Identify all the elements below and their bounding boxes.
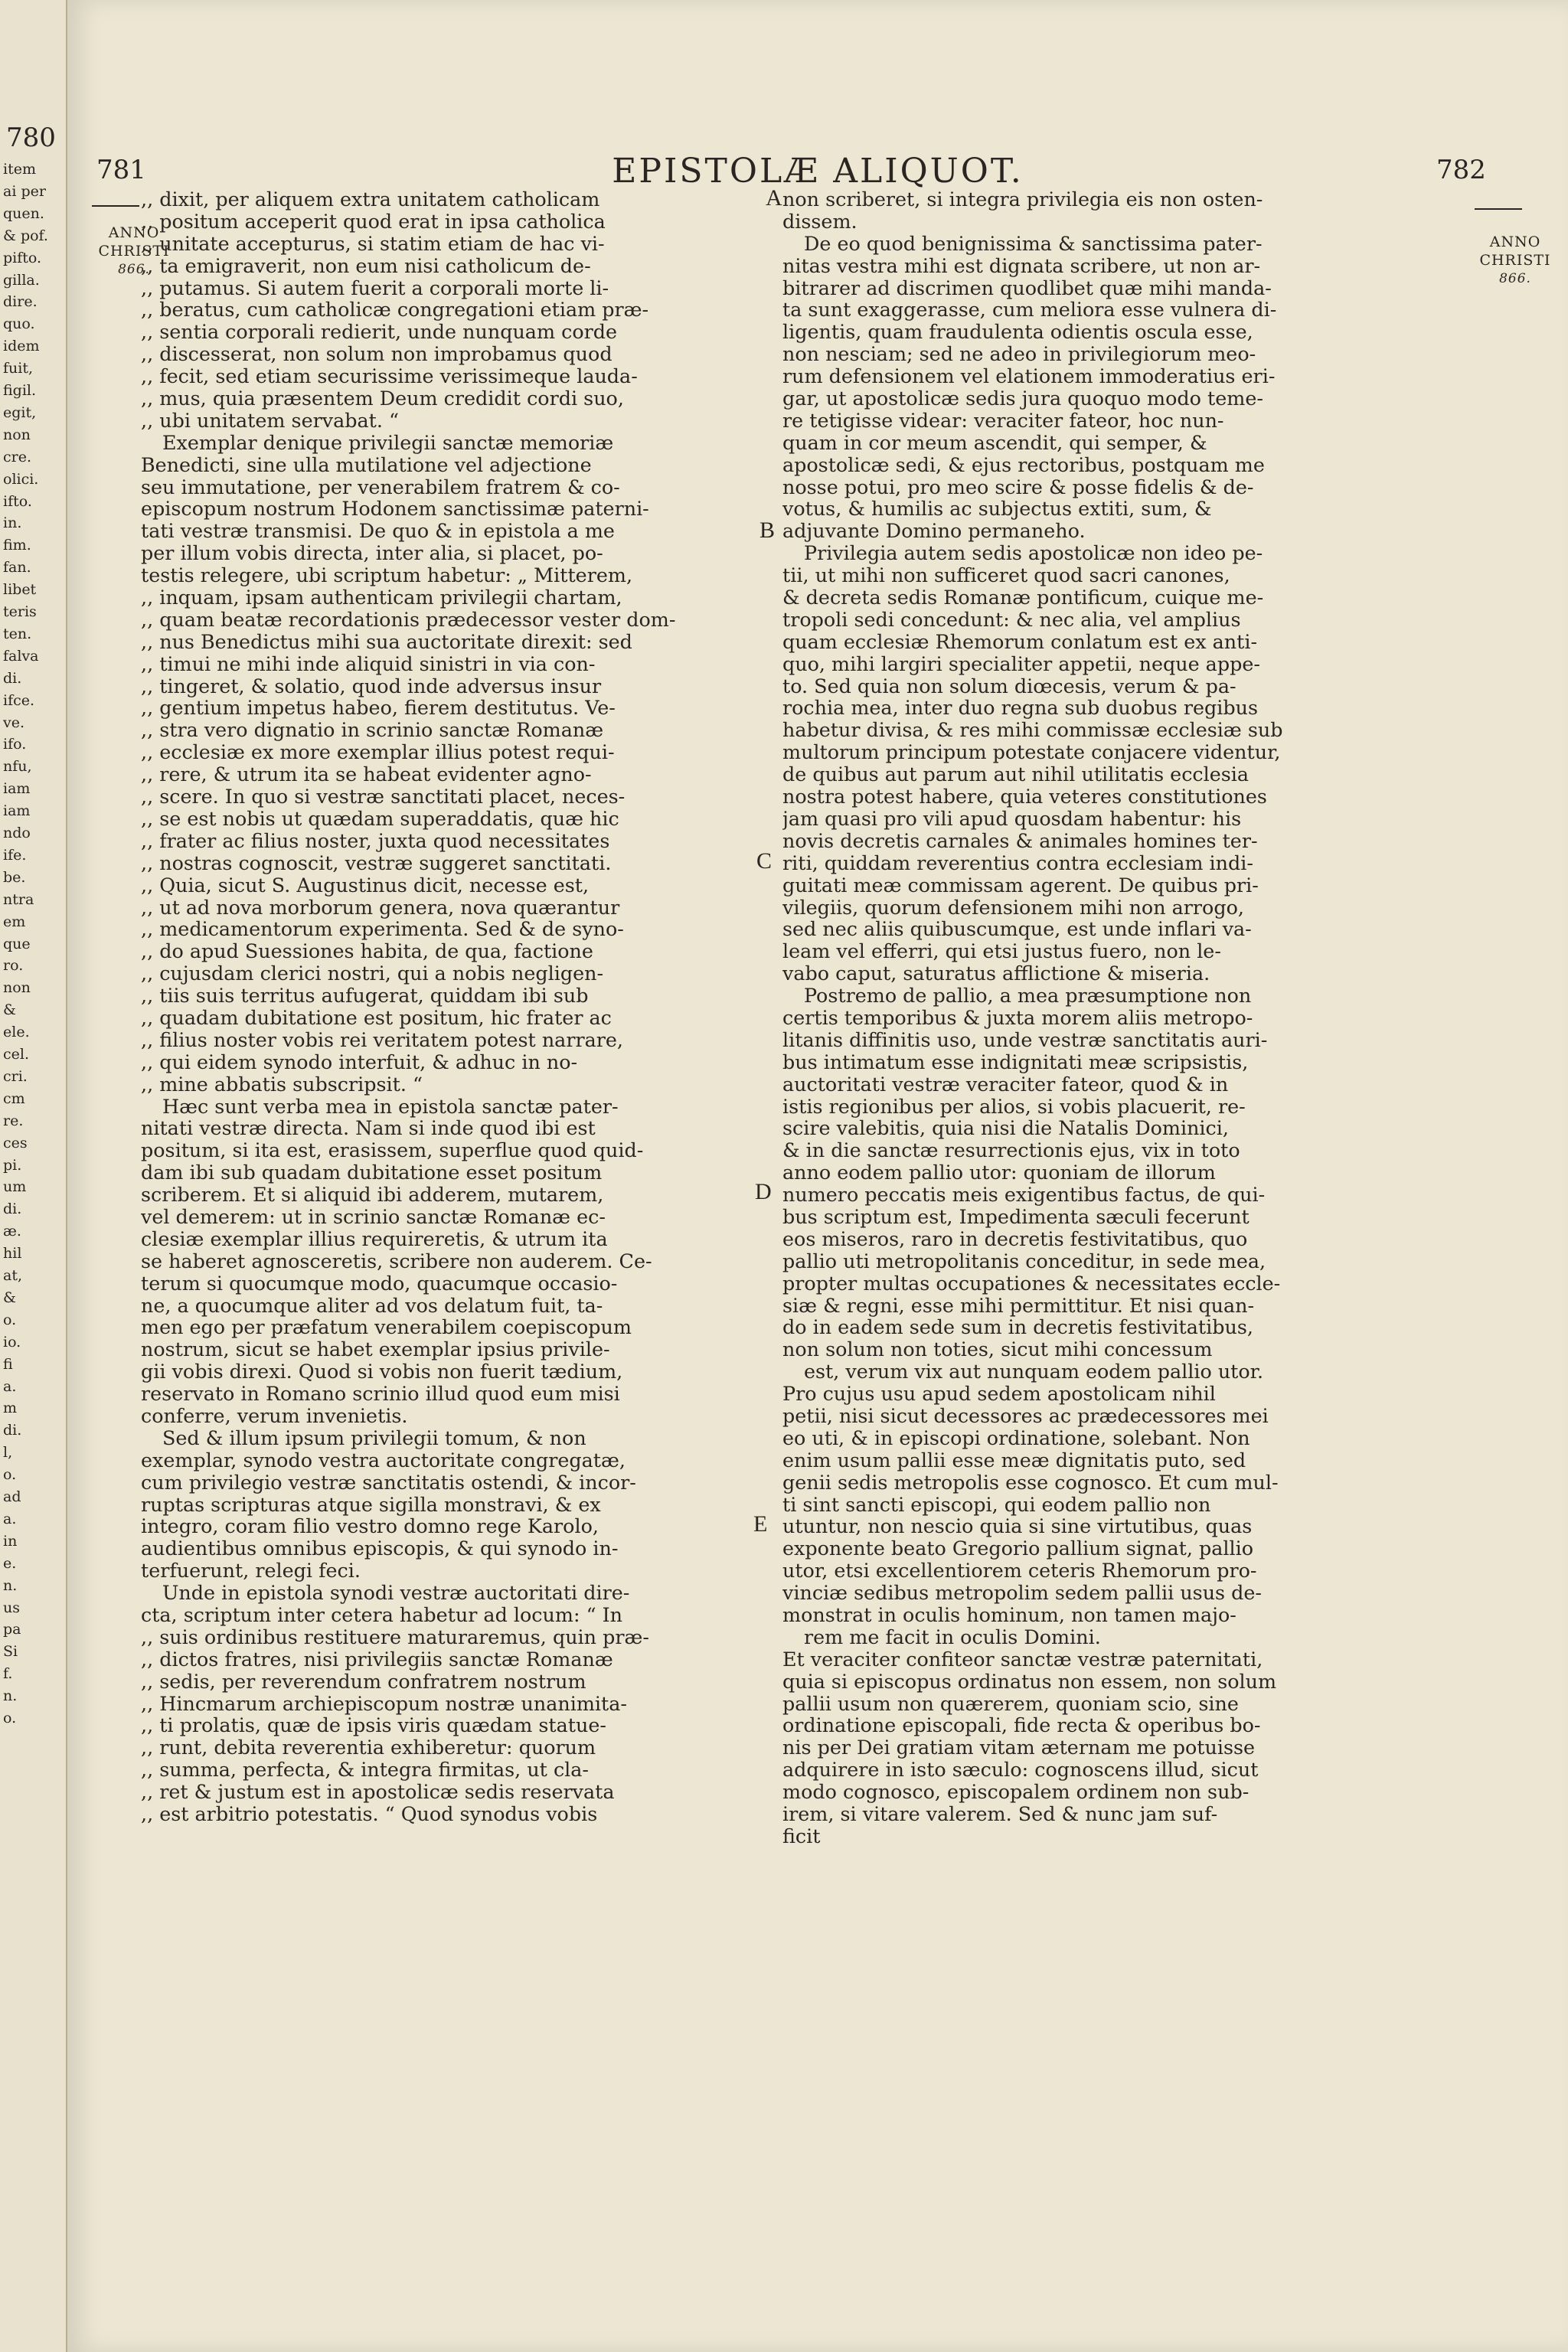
facing-page-fragment: Si — [3, 1643, 18, 1661]
facing-page-fragment: ces — [3, 1134, 28, 1152]
text-line: cum privilegio vestræ sanctitatis ostendi, & incor- — [141, 1470, 636, 1494]
text-line: utuntur, non nescio quia si sine virtutibus, quas — [782, 1514, 1253, 1538]
text-line: utor, etsi excellentiorem ceteris Rhemorum pro- — [782, 1559, 1257, 1583]
text-line: gar, ut apostolicæ sedis jura quoquo modo teme- — [782, 387, 1263, 410]
text-line: ,, cujusdam clerici nostri, qui a nobis negligen- — [141, 962, 604, 985]
facing-page-fragment: cri. — [3, 1067, 28, 1085]
text-line: rem me facit in oculis Domini. — [804, 1625, 1101, 1648]
text-line: integro, coram filio vestro domno rege Karolo, — [141, 1514, 599, 1538]
facing-page-fragment: fim. — [3, 537, 31, 554]
text-line: riti, quiddam reverentius contra ecclesiam indi- — [782, 851, 1253, 874]
text-line: vilegiis, quorum defensionem mihi non arrogo, — [782, 895, 1244, 919]
text-line: vel demerem: ut in scrinio sanctæ Romanæ ec- — [141, 1204, 606, 1228]
text-line: multorum principum potestate conjacere videntur, — [782, 740, 1281, 764]
text-line: ti sint sancti episcopi, qui eodem pallio non — [782, 1492, 1211, 1516]
text-line: ,, nus Benedictus mihi sua auctoritate direxit: sed — [141, 629, 632, 653]
text-line: reservato in Romano scrinio illud quod eum misi — [141, 1382, 620, 1406]
text-line: ,, putamus. Si autem fuerit a corporali morte li- — [141, 276, 609, 299]
facing-page-fragment: e. — [3, 1554, 17, 1572]
right-margin-note: ANNO CHRISTI 866. — [1479, 234, 1551, 286]
facing-page-fragment: um — [3, 1178, 27, 1196]
text-line: litanis diffinitis uso, unde vestræ sanctitatis auri- — [782, 1027, 1268, 1051]
text-line: ,, fecit, sed etiam securissime verissimeque lauda- — [141, 364, 638, 388]
text-line: to. Sed quia non solum diœcesis, verum & pa- — [782, 674, 1236, 697]
facing-page-fragment: in — [3, 1532, 18, 1550]
text-line: ,, gentium impetus habeo, fierem destitutus. Ve- — [141, 696, 616, 720]
facing-page-fragment: nfu, — [3, 758, 32, 776]
text-line: adquirere in isto sæculo: cognoscens illud, sicut — [782, 1758, 1259, 1782]
text-line: dissem. — [782, 209, 858, 233]
facing-page-fragment: quen. — [3, 204, 44, 222]
text-line: ,, ubi unitatem servabat. “ — [141, 408, 399, 432]
book-page — [67, 0, 1568, 2352]
facing-page-fragment: di. — [3, 1422, 22, 1439]
text-line: ,, dixit, per aliquem extra unitatem catholicam — [141, 188, 600, 211]
facing-page-fragment: figil. — [3, 382, 37, 399]
text-line: ,, ret & justum est in apostolicæ sedis reservata — [141, 1780, 615, 1804]
facing-page-fragment: m — [3, 1400, 18, 1417]
facing-page-fragment: idem — [3, 338, 40, 355]
text-line: ,, stra vero dignatio in scrinio sanctæ Romanæ — [141, 718, 604, 742]
text-line: non scriberet, si integra privilegia eis non osten- — [782, 188, 1263, 211]
text-line: terum si quocumque modo, quacumque occasio- — [141, 1271, 618, 1295]
text-line: re tetigisse videar: veraciter fateor, hoc nun- — [782, 408, 1224, 432]
text-line: pallio uti metropolitanis conceditur, in sede mea, — [782, 1249, 1266, 1272]
facing-page-fragment: olici. — [3, 470, 39, 488]
facing-page-fragment: o. — [3, 1311, 17, 1328]
text-line: ,, quam beatæ recordationis prædecessor vester dom- — [141, 607, 676, 631]
facing-page-edge — [0, 0, 67, 2352]
text-line: quo, mihi largiri specialiter appetii, neque appe- — [782, 652, 1260, 675]
text-line: scriberem. Et si aliquid ibi adderem, mutarem, — [141, 1183, 604, 1207]
text-line: ta sunt exaggerasse, cum meliora esse vulnera di- — [782, 298, 1277, 322]
text-line: bus intimatum esse indignitati meæ scripsistis, — [782, 1050, 1249, 1073]
facing-page-fragment: a. — [3, 1377, 17, 1395]
text-line: tati vestræ transmisi. De quo & in epistola a me — [141, 519, 615, 543]
facing-page-fragment: cm — [3, 1089, 25, 1107]
text-line: ordinatione episcopali, fide recta & operibus bo- — [782, 1713, 1261, 1737]
text-line: non nesciam; sed ne adeo in privilegiorum meo- — [782, 342, 1256, 366]
facing-page-fragment: pifto. — [3, 249, 42, 266]
facing-page-fragment: o. — [3, 1466, 17, 1484]
left-margin-note: ANNO CHRISTI 866. — [98, 224, 170, 277]
facing-page-fragment: cel. — [3, 1046, 30, 1063]
text-line: quam ecclesiæ Rhemorum conlatum est ex anti- — [782, 629, 1258, 653]
facing-page-fragment: dire. — [3, 293, 38, 311]
text-line: eos miseros, raro in decretis festivitatibus, quo — [782, 1227, 1248, 1250]
text-line: non solum non toties, sicut mihi concessum — [782, 1338, 1213, 1361]
text-line: petii, nisi sicut decessores ac prædecessores mei — [782, 1403, 1269, 1427]
text-line: Pro cujus usu apud sedem apostolicam nihil — [782, 1382, 1216, 1406]
text-line: Hæc sunt verba mea in epistola sanctæ pater- — [162, 1094, 619, 1118]
sigla-b: B — [760, 518, 776, 543]
left-column-page-number: 781 — [96, 155, 146, 185]
text-line: ,, positum acceperit quod erat in ipsa catholica — [141, 209, 606, 233]
text-line: Sed & illum ipsum privilegii tomum, & non — [162, 1426, 586, 1449]
text-line: men ego per præfatum venerabilem coepiscopum — [141, 1315, 632, 1339]
text-line: Privilegia autem sedis apostolicæ non ideo pe- — [804, 541, 1263, 565]
text-line: ,, Quia, sicut S. Augustinus dicit, necesse est, — [141, 873, 590, 897]
text-line: ficit — [782, 1824, 821, 1847]
facing-page-fragment: pi. — [3, 1156, 22, 1174]
text-line: numero peccatis meis exigentibus factus, de qui- — [782, 1183, 1266, 1207]
text-line: ,, filius noster vobis rei veritatem potest narrare, — [141, 1027, 623, 1051]
facing-page-fragment: at, — [3, 1267, 23, 1284]
facing-page-fragment: iam — [3, 802, 31, 820]
facing-page-fragment: f. — [3, 1665, 13, 1683]
facing-page-fragment: egit, — [3, 403, 37, 421]
text-line: clesiæ exemplar illius requireretis, & utrum ita — [141, 1227, 608, 1250]
text-line: ,, tingeret, & solatio, quod inde adversus insur — [141, 674, 602, 697]
facing-page-fragment: ifo. — [3, 736, 27, 753]
text-line: tii, ut mihi non sufficeret quod sacri canones, — [782, 564, 1230, 587]
text-line: terfuerunt, relegi feci. — [141, 1559, 361, 1583]
facing-page-fragment: fan. — [3, 559, 31, 577]
facing-page-fragment: æ. — [3, 1223, 21, 1240]
facing-page-fragment: di. — [3, 1200, 22, 1218]
text-line: Et veraciter confiteor sanctæ vestræ paternitati, — [782, 1647, 1263, 1671]
text-line: eo uti, & in episcopi ordinatione, solebant. Non — [782, 1426, 1250, 1449]
text-line: ,, mus, quia præsentem Deum credidit cordi suo, — [141, 387, 624, 410]
text-line: anno eodem pallio utor: quoniam de illorum — [782, 1161, 1216, 1184]
sigla-d: D — [755, 1179, 772, 1204]
text-line: & decreta sedis Romanæ pontificum, cuique me- — [782, 586, 1264, 609]
facing-page-fragment: ten. — [3, 625, 32, 642]
text-line: novis decretis carnales & animales homines ter- — [782, 828, 1258, 852]
text-line: Unde in epistola synodi vestræ auctoritati dire- — [162, 1581, 630, 1605]
text-line: ,, ecclesiæ ex more exemplar illius potest requi- — [141, 740, 615, 764]
text-line: ,, qui eidem synodo interfuit, & adhuc in no- — [141, 1050, 578, 1073]
text-line: quia si episcopus ordinatus non essem, non solum — [782, 1669, 1277, 1693]
right-header-rule — [1475, 208, 1522, 210]
text-line: certis temporibus & juxta morem aliis metropo- — [782, 1005, 1253, 1029]
text-line: nitati vestræ directa. Nam si inde quod ibi est — [141, 1116, 596, 1140]
text-line: scire valebitis, quia nisi die Natalis Dominici, — [782, 1116, 1229, 1140]
text-line: testis relegere, ubi scriptum habetur: „ Mitterem, — [141, 564, 633, 587]
facing-page-fragment: ad — [3, 1488, 21, 1505]
text-line: ,, nostras cognoscit, vestræ suggeret sanctitati. — [141, 851, 612, 874]
text-line: ,, suis ordinibus restituere maturaremus, quin præ- — [141, 1625, 649, 1648]
facing-page-fragment: ntra — [3, 890, 34, 908]
text-line: quam in cor meum ascendit, qui semper, & — [782, 430, 1207, 454]
text-line: guitati meæ commissam agerent. De quibus pri- — [782, 873, 1259, 897]
facing-page-fragment: us — [3, 1599, 20, 1616]
left-text-column — [141, 188, 784, 1825]
sigla-e: E — [753, 1511, 768, 1537]
facing-page-fragment: item — [3, 161, 36, 178]
facing-page-fragment: ifto. — [3, 492, 32, 510]
facing-page-fragment: cre. — [3, 448, 32, 466]
text-line: ,, unitate accepturus, si statim etiam de hac vi- — [141, 231, 605, 255]
text-line: vabo caput, saturatus afflictione & miseria. — [782, 962, 1210, 985]
sigla-a: A — [766, 185, 782, 211]
facing-page-fragment: ele. — [3, 1024, 30, 1041]
text-line: ligentis, quam fraudulenta odientis oscula esse, — [782, 320, 1253, 344]
facing-page-fragment: gilla. — [3, 271, 40, 289]
page-title: EPISTOLÆ ALIQUOT. — [612, 152, 1024, 191]
right-column-page-number: 782 — [1436, 155, 1486, 185]
facing-page-fragment: a. — [3, 1510, 17, 1527]
text-line: exponente beato Gregorio pallium signat, pallio — [782, 1537, 1254, 1560]
text-line: tropoli sedi concedunt: & nec alia, vel amplius — [782, 607, 1241, 631]
text-line: se haberet agnosceretis, scribere non auderem. Ce- — [141, 1249, 652, 1272]
text-line: ruptas scripturas atque sigilla monstravi, & ex — [141, 1492, 601, 1516]
text-line: positum, si ita est, erasissem, superflue quod quid- — [141, 1138, 644, 1162]
text-line: ,, Hincmarum archiepiscopum nostræ unanimita- — [141, 1691, 627, 1715]
text-line: ,, medicamentorum experimenta. Sed & de syno- — [141, 917, 624, 941]
facing-page-fragment: falva — [3, 647, 39, 665]
text-line: ,, ti prolatis, quæ de ipsis viris quædam statue- — [141, 1713, 606, 1737]
facing-page-number: 780 — [6, 122, 56, 153]
facing-page-fragment: quo. — [3, 315, 35, 333]
facing-page-fragment: di. — [3, 669, 22, 687]
text-line: de quibus aut parum aut nihil utilitatis ecclesia — [782, 763, 1250, 786]
text-line: sed nec aliis quibuscumque, est unde inflari va- — [782, 917, 1252, 941]
text-line: nis per Dei gratiam vitam æternam me potuisse — [782, 1736, 1256, 1759]
text-line: irem, si vitare valerem. Sed & nunc jam suf- — [782, 1802, 1218, 1826]
facing-page-fragment: & — [3, 1289, 16, 1306]
text-line: propter multas occupationes & necessitates eccle- — [782, 1271, 1281, 1295]
text-line: gii vobis direxi. Quod si vobis non fuerit tædium, — [141, 1360, 623, 1383]
text-line: ,, se est nobis ut quædam superaddatis, quæ hic — [141, 806, 619, 830]
text-line: ,, sentia corporali redierit, unde nunquam corde — [141, 320, 618, 344]
facing-page-fragment: io. — [3, 1333, 21, 1351]
text-line: conferre, verum invenietis. — [141, 1403, 408, 1427]
text-line: seu immutatione, per venerabilem fratrem & co- — [141, 475, 620, 498]
text-line: ,, frater ac filius noster, juxta quod necessitates — [141, 828, 610, 852]
facing-page-fragment: be. — [3, 868, 26, 886]
text-line: ,, summa, perfecta, & integra firmitas, ut cla- — [141, 1758, 590, 1782]
text-line: ,, ut ad nova morborum genera, nova quærantur — [141, 895, 620, 919]
text-line: monstrat in oculis hominum, non tamen majo- — [782, 1603, 1236, 1626]
facing-page-fragment: ife. — [3, 846, 27, 864]
facing-page-fragment: re. — [3, 1112, 24, 1129]
facing-page-fragment: ifce. — [3, 691, 35, 709]
text-line: ,, quadam dubitatione est positum, hic frater ac — [141, 1005, 612, 1029]
facing-page-fragment: non — [3, 979, 31, 997]
text-line: ,, scere. In quo si vestræ sanctitati placet, neces- — [141, 785, 626, 808]
text-line: exemplar, synodo vestra auctoritate congregatæ, — [141, 1448, 626, 1472]
right-text-column — [782, 188, 1426, 1847]
text-line: ,, rere, & utrum ita se habeat evidenter agno- — [141, 763, 592, 786]
text-line: ,, tiis suis territus aufugerat, quiddam ibi sub — [141, 984, 589, 1008]
facing-page-fragment: fuit, — [3, 360, 34, 377]
text-line: rum defensionem vel elationem immoderatius eri- — [782, 364, 1276, 388]
text-line: & in die sanctæ resurrectionis ejus, vix in toto — [782, 1138, 1240, 1162]
facing-page-fragment: & pof. — [3, 227, 48, 244]
facing-page-fragment: n. — [3, 1687, 18, 1705]
text-line: istis regionibus per alios, si vobis placuerit, re- — [782, 1094, 1246, 1118]
text-line: nitas vestra mihi est dignata scribere, ut non ar- — [782, 253, 1261, 277]
text-line: leam vel efferri, qui etsi justus fuero, non le- — [782, 939, 1221, 963]
text-line: habetur divisa, & res mihi commissæ ecclesiæ sub — [782, 718, 1283, 742]
text-line: nostra potest habere, quia veteres constitutiones — [782, 785, 1267, 808]
facing-page-fragment: o. — [3, 1710, 17, 1726]
text-line: ,, runt, debita reverentia exhiberetur: quorum — [141, 1736, 596, 1759]
facing-page-fragment: ndo — [3, 825, 31, 841]
text-line: cta, scriptum inter cetera habetur ad locum: “ In — [141, 1603, 623, 1626]
text-line: rochia mea, inter duo regna sub duobus regibus — [782, 696, 1259, 720]
text-line: per illum vobis directa, inter alia, si placet, po- — [141, 541, 603, 565]
text-line: votus, & humilis ac subjectus extiti, sum, & — [782, 497, 1212, 521]
text-line: siæ & regni, esse mihi permittitur. Et nisi quan- — [782, 1293, 1255, 1317]
text-line: pallii usum non quærerem, quoniam scio, sine — [782, 1691, 1239, 1715]
text-line: audientibus omnibus episcopis, & qui synodo in- — [141, 1537, 619, 1560]
facing-page-fragment: hil — [3, 1245, 22, 1263]
facing-page-fragment: fi — [3, 1355, 13, 1373]
text-line: bus scriptum est, Impedimenta sæculi fecerunt — [782, 1204, 1250, 1228]
facing-page-fragment: & — [3, 1001, 16, 1019]
facing-page-fragment: ve. — [3, 714, 25, 731]
facing-page-fragment: ai per — [3, 182, 46, 200]
left-header-rule — [92, 205, 139, 207]
text-line: ne, a quocumque aliter ad vos delatum fuit, ta- — [141, 1293, 603, 1317]
text-line: ,, do apud Suessiones habita, de qua, factione — [141, 939, 593, 963]
text-line: ,, mine abbatis subscripsit. “ — [141, 1072, 423, 1096]
text-line: ,, dictos fratres, nisi privilegiis sanctæ Romanæ — [141, 1647, 613, 1671]
text-line: nostrum, sicut se habet exemplar ipsius privile- — [141, 1338, 610, 1361]
text-line: ,, timui ne mihi inde aliquid sinistri in via con- — [141, 652, 596, 675]
text-line: Postremo de pallio, a mea præsumptione non — [804, 984, 1252, 1008]
text-line: ,, inquam, ipsam authenticam privilegii chartam, — [141, 586, 622, 609]
text-line: enim usum pallii esse meæ dignitatis puto, sed — [782, 1448, 1246, 1472]
facing-page-fragment: n. — [3, 1576, 18, 1594]
facing-page-fragment: em — [3, 913, 26, 930]
facing-page-fragment: que — [3, 935, 31, 952]
facing-page-fragment: l, — [3, 1444, 13, 1462]
text-line: ,, ta emigraverit, non eum nisi catholicum de- — [141, 253, 591, 277]
text-line: ,, sedis, per reverendum confratrem nostrum — [141, 1669, 586, 1693]
text-line: episcopum nostrum Hodonem sanctissimæ paterni- — [141, 497, 649, 521]
facing-page-fragment: pa — [3, 1621, 21, 1638]
facing-page-fragment: ro. — [3, 957, 24, 975]
facing-page-fragment: in. — [3, 514, 22, 532]
text-line: jam quasi pro vili apud quosdam habentur: his — [782, 806, 1242, 830]
facing-page-fragment: libet — [3, 581, 37, 599]
text-line: do in eadem sede sum in decretis festivitatibus, — [782, 1315, 1253, 1339]
facing-page-fragment: iam — [3, 780, 31, 798]
text-line: De eo quod benignissima & sanctissima pater- — [804, 231, 1263, 255]
text-line: bitrarer ad discrimen quodlibet quæ mihi manda- — [782, 276, 1272, 299]
text-line: dam ibi sub quadam dubitatione esset positum — [141, 1161, 603, 1184]
text-line: Benedicti, sine ulla mutilatione vel adjectione — [141, 452, 592, 476]
text-line: ,, beratus, cum catholicæ congregationi etiam præ- — [141, 298, 649, 322]
text-line: ,, est arbitrio potestatis. “ Quod synodus vobis — [141, 1802, 598, 1825]
text-line: adjuvante Domino permaneho. — [782, 519, 1086, 543]
facing-page-fragment: teris — [3, 603, 37, 620]
text-line: ,, discesserat, non solum non improbamus quod — [141, 342, 612, 366]
text-line: nosse potui, pro meo scire & posse fidelis & de- — [782, 475, 1254, 498]
text-line: auctoritati vestræ veraciter fateor, quod & in — [782, 1072, 1229, 1096]
facing-page-fragment: non — [3, 426, 31, 443]
text-line: genii sedis metropolis esse cognosco. Et cum mul- — [782, 1470, 1279, 1494]
sigla-c: C — [756, 848, 773, 874]
text-line: modo cognosco, episcopalem ordinem non sub- — [782, 1780, 1250, 1804]
text-line: est, verum vix aut nunquam eodem pallio utor. — [804, 1360, 1264, 1383]
text-line: vinciæ sedibus metropolim sedem pallii usus de- — [782, 1581, 1263, 1605]
text-line: apostolicæ sedi, & ejus rectoribus, postquam me — [782, 452, 1265, 476]
text-line: Exemplar denique privilegii sanctæ memoriæ — [162, 430, 614, 454]
